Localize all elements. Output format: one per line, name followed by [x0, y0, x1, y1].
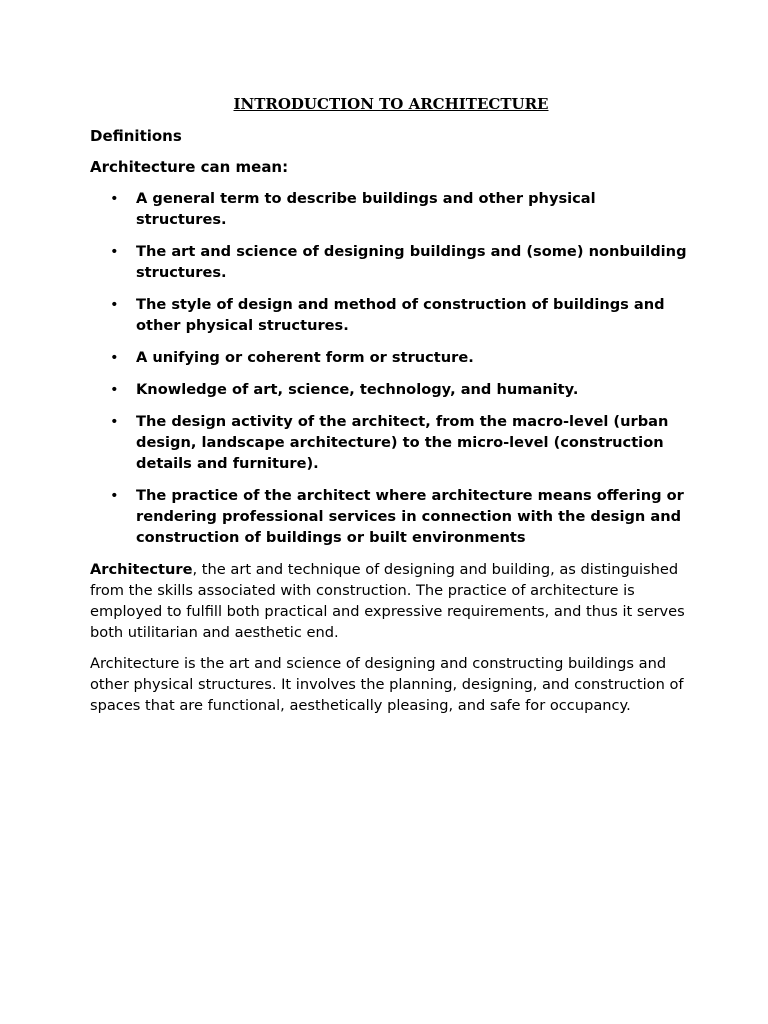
bullet-icon: • — [110, 381, 119, 398]
definition-text: The practice of the architect where architecture means offering or rendering professional services in connection with the design and construction of buildings or built environments — [136, 487, 684, 546]
definition-text: The style of design and method of construction of buildings and other physical structures. — [136, 296, 665, 334]
paragraph-text: , the art and technique of designing and building, as distinguished from the skills associated with construction. The practice of architecture is employed to fulfill both practical and expressive requirements, and thus it serves both utilitarian and aesthetic end. — [90, 561, 685, 641]
section-heading: Definitions — [90, 127, 182, 145]
bullet-icon: • — [110, 190, 119, 207]
paragraph-architecture-overview: Architecture is the art and science of designing and constructing buildings and other physical structures. It involves the planning, designing, and construction of spaces that are functional, aesthetically pleasing, and safe for occupancy. — [90, 655, 684, 714]
definition-text: A general term to describe buildings and other physical structures. — [136, 190, 596, 228]
bullet-icon: • — [110, 243, 119, 260]
bullet-icon: • — [110, 413, 119, 430]
paragraph-architecture-definition — [90, 559, 690, 643]
definition-text: Knowledge of art, science, technology, and humanity. — [136, 381, 579, 398]
list-item — [90, 411, 690, 474]
definition-text: The art and science of designing buildings and (some) nonbuilding structures. — [136, 243, 687, 281]
definition-list — [90, 188, 690, 548]
bullet-icon: • — [110, 296, 119, 313]
document-page — [90, 94, 690, 726]
definition-text: A unifying or coherent form or structure. — [136, 349, 474, 366]
paragraph-lead-term: Architecture — [90, 561, 193, 578]
list-item — [90, 241, 690, 283]
list-item — [90, 294, 690, 336]
bullet-icon: • — [110, 487, 119, 504]
document-title: INTRODUCTION TO ARCHITECTURE — [233, 95, 549, 113]
list-item — [90, 347, 690, 368]
list-item — [90, 379, 690, 400]
intro-line: Architecture can mean: — [90, 158, 289, 176]
list-item — [90, 188, 690, 230]
definition-text: The design activity of the architect, from the macro-level (urban design, landscape architecture) to the micro-level (construction details and furniture). — [136, 413, 669, 472]
bullet-icon: • — [110, 349, 119, 366]
list-item — [90, 485, 690, 548]
